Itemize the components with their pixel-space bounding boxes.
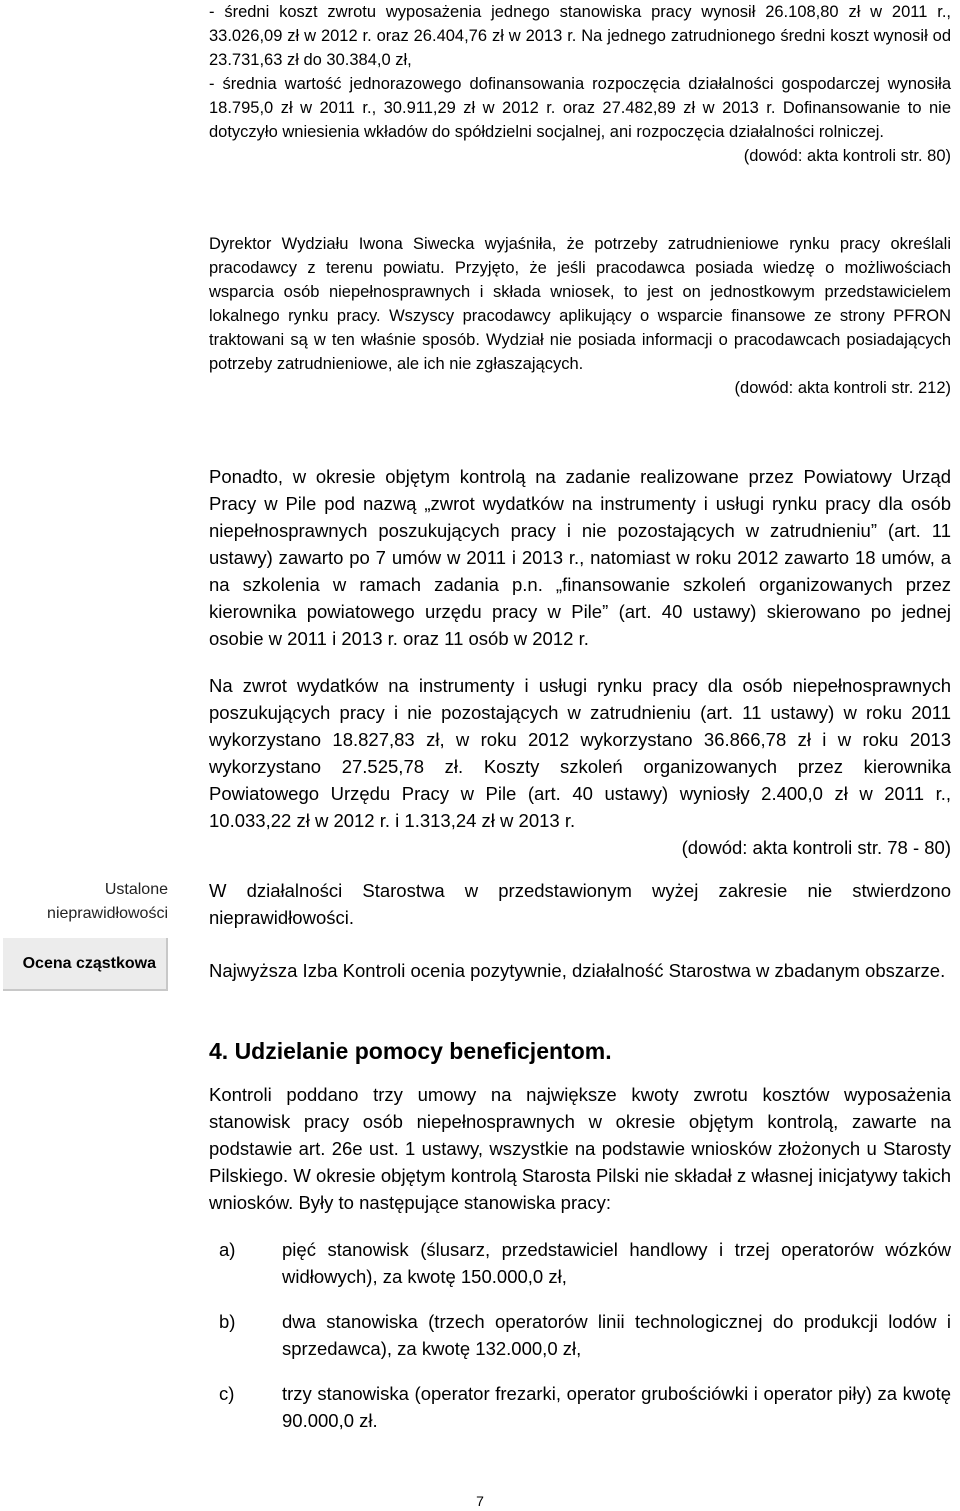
positions-list	[209, 1236, 951, 1452]
list-item: a) pięć stanowisk (ślusarz, przedstawiciel handlowy i trzej operatorów wózków widłowych), za kwotę 150.000,0 zł,	[219, 1239, 951, 1287]
paragraph-ocena: Najwyższa Izba Kontroli ocenia pozytywnie, działalność Starostwa w zbadanym obszarze.	[209, 960, 946, 981]
nieprawidlowosci-block	[209, 877, 951, 931]
paragraph-director: Dyrektor Wydziału Iwona Siwecka wyjaśniła, że potrzeby zatrudnieniowe rynku pracy określali pracodawcy z terenu powiatu. Przyjęto, że jeśli pracodawca posiada wiedzę o możliwościach wsparcia osób niepełnosprawnych i składa wniosek, to jest on jednostkowym przedstawicielem lokalnego rynku pracy. Wszyscy pracodawcy aplikujący o wsparcie finansowe ze strony PFRON traktowani są w ten właśnie sposób. Wydział nie posiada informacji o pracodawcach posiadających potrzeby zatrudnieniowe, ale ich nie zgłaszających.	[209, 235, 951, 373]
ponadto-block	[209, 463, 951, 652]
evidence-reference: (dowód: akta kontroli str. 212)	[734, 379, 951, 397]
paragraph-ponadto: Ponadto, w okresie objętym kontrolą na zadanie realizowane przez Powiatowy Urząd Pracy w Pile pod nazwą „zwrot wydatków na instrumenty i usługi rynku pracy dla osób niepełnosprawnych poszukujących pracy i nie pozostających w zatrudnieniu” (art. 11 ustawy) zawarto po 7 umów w 2011 i 2013 r., natomiast w roku 2012 zawarto 18 umów, a na szkolenia w ramach zadania p.n. „finansowanie szkoleń organizowanych przez kierownika powiatowego urzędu pracy w Pile” (art. 40 ustawy) skierowano po jednej osobie w 2011 i 2013 r. oraz 11 osób w 2012 r.	[209, 466, 951, 649]
paragraph-avg-cost: - średni koszt zwrotu wyposażenia jednego stanowiska pracy wynosił 26.108,80 zł w 2011 r., 33.026,09 zł w 2012 r. oraz 26.404,76 zł w 2013 r. Na jednego zatrudnionego średni koszt wynosił od 23.731,63 zł do 30.384,0 zł,	[209, 3, 951, 69]
ocena-block	[209, 957, 951, 984]
list-item: c) trzy stanowiska (operator frezarki, operator grubościówki i operator piły) za kwotę 90.000,0 zł.	[219, 1383, 951, 1431]
page-number: 7	[476, 1493, 484, 1509]
sidebar-label-ocena: Ocena cząstkowa	[3, 938, 168, 991]
paragraph-avg-subsidy: - średnia wartość jednorazowego dofinansowania rozpoczęcia działalności gospodarczej wynosiła 18.795,0 zł w 2011 r., 30.911,29 zł w 2012 r. oraz 27.482,89 zł w 2013 r. Dofinansowanie to nie dotyczyło wniesienia wkładów do spółdzielni socjalnej, ani rozpoczęcia działalności rolniczej.	[209, 75, 951, 141]
director-block	[209, 232, 951, 400]
evidence-reference: (dowód: akta kontroli str. 78 - 80)	[681, 837, 951, 858]
paragraph-kontroli: Kontroli poddano trzy umowy na największe kwoty zwrotu kosztów wyposażenia stanowisk pracy osób niepełnosprawnych w okresie objętym kontrolą, zawarte na podstawie art. 26e ust. 1 ustawy, wszystkie na podstawie wniosków złożonych u Starosty Pilskiego. W okresie objętym kontrolą Starosta Pilski nie składał z własnej inicjatywy takich wniosków. Były to następujące stanowiska pracy:	[209, 1084, 951, 1213]
paragraph-nieprawidlowosci: W działalności Starostwa w przedstawionym wyżej zakresie nie stwierdzono nieprawidłowości.	[209, 880, 951, 928]
kontroli-block	[209, 1081, 951, 1216]
section-heading: 4. Udzielanie pomocy beneficjentom.	[209, 1038, 612, 1064]
sidebar-label-ustalone: Ustalone nieprawidłowości	[47, 881, 168, 922]
evidence-reference: (dowód: akta kontroli str. 80)	[743, 147, 951, 165]
list-item: b) dwa stanowiska (trzech operatorów linii technologicznej do produkcji lodów i sprzedawca), za kwotę 132.000,0 zł,	[219, 1311, 951, 1359]
paragraph-zwrot: Na zwrot wydatków na instrumenty i usługi rynku pracy dla osób niepełnosprawnych poszukujących pracy i nie pozostających w zatrudnieniu (art. 11 ustawy) w roku 2011 wykorzystano 18.827,83 zł, w roku 2012 wykorzystano 36.866,78 zł i w roku 2013 wykorzystano 27.525,78 zł. Koszty szkoleń organizowanych przez kierownika Powiatowego Urzędu Pracy w Pile (art. 40 ustawy) wyniosły 2.400,0 zł w 2011 r., 10.033,22 zł w 2012 r. i 1.313,24 zł w 2013 r.	[209, 675, 951, 831]
top-block	[209, 0, 951, 168]
zwrot-block	[209, 672, 951, 861]
